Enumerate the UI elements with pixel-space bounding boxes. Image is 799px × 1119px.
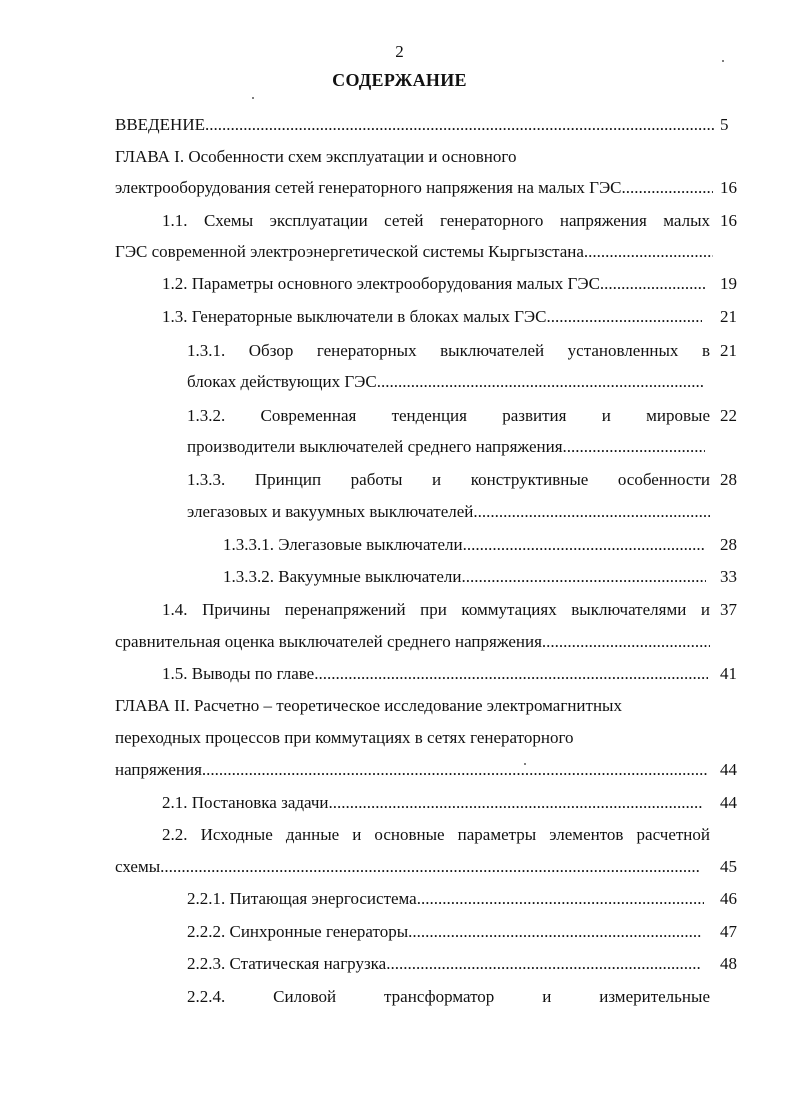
toc-line: 2.2.2. Синхронные генераторы ..... — [187, 920, 701, 944]
toc-line: 1.3.3.1. Элегазовые выключатели ..... — [223, 533, 706, 557]
toc-page: 22 — [720, 406, 737, 425]
toc-line: 2.2.4. Силовой трансформатор и измерительные — [187, 987, 710, 1006]
toc-line: сравнительная оценка выключателей среднего напряжения ..... — [115, 630, 710, 654]
toc-page: 21 — [720, 307, 737, 326]
toc-line: электрооборудования сетей генераторного напряжения на малых ГЭС ..... — [115, 176, 713, 200]
toc-page: 41 — [720, 664, 737, 683]
toc-line: переходных процессов при коммутациях в сетях генераторного — [115, 728, 574, 747]
toc-line: 1.3. Генераторные выключатели в блоках малых ГЭС ..... — [162, 305, 702, 329]
scan-speck — [252, 97, 254, 99]
toc-page: 44 — [720, 793, 737, 812]
scan-speck — [722, 60, 724, 62]
toc-line: 2.1. Постановка задачи ..... — [162, 791, 702, 815]
toc-page: 46 — [720, 889, 737, 908]
toc-line: 2.2. Исходные данные и основные параметры элементов расчетной — [162, 825, 710, 844]
toc-line: схемы ..... — [115, 855, 700, 879]
toc-line: элегазовых и вакуумных выключателей ..... — [187, 500, 710, 524]
toc-page: 45 — [720, 857, 737, 876]
toc-line: ГЭС современной электроэнергетической системы Кыргызстана ..... — [115, 240, 713, 264]
toc-line: 1.3.1. Обзор генераторных выключателей установленных в — [187, 341, 710, 360]
toc-line: блоках действующих ГЭС ..... — [187, 370, 705, 394]
toc-page: 48 — [720, 954, 737, 973]
toc-line: 2.2.3. Статическая нагрузка ..... — [187, 952, 701, 976]
toc-line: 1.5. Выводы по главе ..... — [162, 662, 708, 686]
toc-line: напряжения ..... — [115, 758, 708, 782]
page-number: 2 — [395, 42, 404, 61]
toc-page: 5 — [720, 115, 729, 134]
toc-page: 16 — [720, 178, 737, 197]
toc-page: 47 — [720, 922, 737, 941]
toc-page: 44 — [720, 760, 737, 779]
page-title: СОДЕРЖАНИЕ — [332, 70, 467, 90]
toc-line: ГЛАВА II. Расчетно – теоретическое исследование электромагнитных — [115, 696, 622, 715]
toc-line: 1.3.3.2. Вакуумные выключатели ..... — [223, 565, 706, 589]
toc-page: 16 — [720, 211, 737, 230]
toc-line: 1.3.3. Принцип работы и конструктивные особенности — [187, 470, 710, 489]
toc-line: ГЛАВА I. Особенности схем эксплуатации и основного — [115, 147, 517, 166]
toc-page: 28 — [720, 535, 737, 554]
toc-page: 37 — [720, 600, 737, 619]
toc-page: 28 — [720, 470, 737, 489]
toc-line: 1.1. Схемы эксплуатации сетей генераторного напряжения малых — [162, 211, 710, 230]
toc-page: 21 — [720, 341, 737, 360]
toc-line: ВВЕДЕНИЕ ..... — [115, 113, 715, 137]
toc-page: 33 — [720, 567, 737, 586]
toc-line: 1.4. Причины перенапряжений при коммутациях выключателями и — [162, 600, 710, 619]
toc-line: 2.2.1. Питающая энергосистема ..... — [187, 887, 704, 911]
toc-page: 19 — [720, 274, 737, 293]
toc-line: 1.3.2. Современная тенденция развития и мировые — [187, 406, 710, 425]
toc-line: производители выключателей среднего напряжения ..... — [187, 435, 705, 459]
toc-line: 1.2. Параметры основного электрооборудования малых ГЭС ..... — [162, 272, 706, 296]
